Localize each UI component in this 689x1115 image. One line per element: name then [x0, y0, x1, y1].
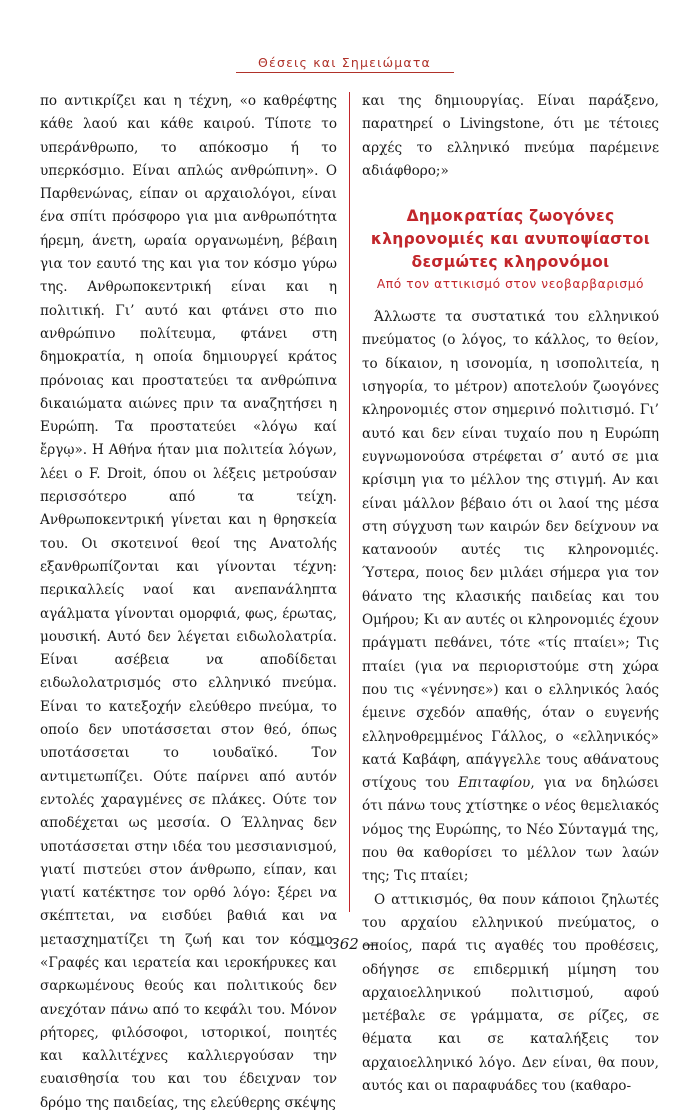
page-number: — 362 — [310, 935, 379, 953]
left-paragraph: πο αντικρίζει και η τέχνη, «ο καθρέφτης κάθε λαού και κάθε καιρού. Τίποτε το υπεράνθρωπο, το απόκοσμο ή το υπερκόσμιο. Είναι απλώς ανθρώπινη». Ο Παρθενώνας, είπαν οι αρχαιολόγοι, είναι ένα σπίτι πρόσφορο για μια ανθρωπότητα ήρεμη, άνετη, ωραία οργανωμένη, βέβαιη για τον εαυτό της και για τον κόσμο γύρω της. Ανθρωποκεντρική είναι και η πολιτική. Γι’ αυτό και φτάνει στο πιο ανθρώπινο πολίτευμα, φτάνει στη δημοκρατία, η οποία δημιουργεί κράτος πρόνοιας και προστατεύει τα ανθρώπινα δικαιώματα αιώνες πριν τα αναζητήσει η Ευρώπη. Τα προστατεύει «λόγω καί ἔργῳ». Η Αθήνα ήταν μια πολιτεία λόγων, λέει ο F. Droit, όπου οι λέξεις μετρούσαν περισσότερο από τα τείχη. Ανθρωποκεντρική γίνεται και η θρησκεία του. Οι σκοτεινοί θεοί της Ανατολής εξανθρωπίζονται και γίνονται τέχνη: περικαλλείς ναοί και ανεπανάληπτα αγάλματα γίνονται ομορφιά, φως, έρωτας, μουσική. Αυτό δεν λέγεται ειδωλολατρία. Είναι ασέβεια να αποδίδεται ειδωλολατρισμός στο ελληνικό πνεύμα. Είναι το κατεξοχήν ελεύθερο πνεύμα, το οποίο δεν υποτάσσεται στον θεό, όπως υποτάσσεται το ιουδαϊκό. Τον αντιμετωπίζει. Ούτε παίρνει από αυτόν εντολές χαραγμένες σε πλάκες. Ούτε τον αποδέχεται ως μεσσία. Ο Έλληνας δεν υποτάσσεται στην ιδέα του μεσσιανισμού, γιατί πιστεύει στον άνθρωπο, είπαν, και γιατί κατέκτησε τον ορθό λόγο: ξέρει να σκέπτεται, να εισδύει βαθιά και να μετασχηματίζει τη ζωή και τον κόσμο. «Γραφές και ιερατεία και ιεροκήρυκες και σαρκωμένους θεούς και πολιτικούς δεν ανεχόταν πάνω από το κεφάλι του. Μόνον ρήτορες, φιλόσοφοι, ιστορικοί, ποιητές και καλλιτέχνες καλλιεργούσαν την ευαισθησία του και του έδειχναν τον δρόμο της παιδείας, της ελεύθερης σκέψης [40, 93, 337, 1111]
section-subheading: Από τον αττικισμό στον νεοβαρβαρισμό [376, 277, 645, 292]
italic-title: Επιταφίου [458, 775, 531, 792]
running-header-title: Θέσεις και Σημειώματα [257, 55, 431, 70]
section-heading-line: Δημοκρατίας ζωογόνες [406, 207, 615, 226]
section-heading [362, 205, 659, 274]
left-column [40, 90, 337, 1115]
right-intro-paragraph: και της δημιουργίας. Είναι παράξενο, παρατηρεί ο Livingstone, ότι με τέτοιες αρχές το ελληνικό πνεύμα παρέμεινε αδιάφθορο;» [362, 93, 659, 179]
section-heading-line: κληρονομιές και ανυποψίαστοι [370, 230, 651, 249]
right-paragraph-2: Ο αττικισμός, θα πουν κάποιοι ζηλωτές του αρχαίου ελληνικού πνεύματος, ο οποίος, παρά τις αγαθές του προθέσεις, οδήγησε σε επιδερμική μίμηση του αρχαιοελληνικού πολιτισμού, αφού μετέβαλε σε γράμματα, σε ρίζες, σε θέματα και σε καταλήξεις τον αρχαιοελληνικό λόγο. Δεν είναι, θα πουν, αυτός και οι παραφυάδες του (καθαρο- [362, 891, 659, 1094]
paragraph-text: , για να δηλώσει ότι πάνω τους χτίστηκε ο νέος θεμελιακός νόμος της Ευρώπης, το Νέο Σύνταγμά της, που θα καθορίσει το μέλλον των λαών της; Τις πταίει; [362, 775, 660, 885]
paragraph-text: Άλλωστε τα συστατικά του ελληνικού πνεύματος (ο λόγος, το κάλλος, το θείον, το δίκαιον, η ισονομία, η ισοπολιτεία, η ισηγορία, το μέτρον) αποτελούν ζωογόνες κληρονομιές στον σημερινό πολιτισμό. Γι’ αυτό και δεν είναι τυχαίο που η Ευρώπη ευγνωμονούσα στρέφεται σ’ αυτό σε μια κρίσιμη για το μέλλον της στιγμή. Αν και είναι μάλλον βέβαιο ότι οι λαοί της μέσα στη σύγχυση των καιρών δεν δείχνουν να κατανοούν αυτές τις κληρονομιές. Ύστερα, ποιος δεν μιλάει σήμερα για τον θάνατο της κλασικής παιδείας και του Ομήρου; Κι αν αυτές οι κληρονομιές έχουν πράγματι πεθάνει, τότε «τίς πταίει»; Τις πταίει (για να περιοριστούμε στη χώρα που τις «γέννησε») και ο ελληνικός λαός έμεινε σχεδόν απαθής, όταν ο ευγενής ελληνοθρεμμένος Γάλλος, ο «ελληνικός» κατά Καβάφη, απάγγελλε τους αθάνατους στίχους του [362, 309, 659, 792]
running-header [0, 52, 689, 71]
right-paragraph-1 [362, 306, 659, 888]
header-rule [236, 72, 454, 73]
column-divider [349, 92, 350, 912]
section-heading-line: δεσμώτες κληρονόμοι [411, 253, 610, 272]
